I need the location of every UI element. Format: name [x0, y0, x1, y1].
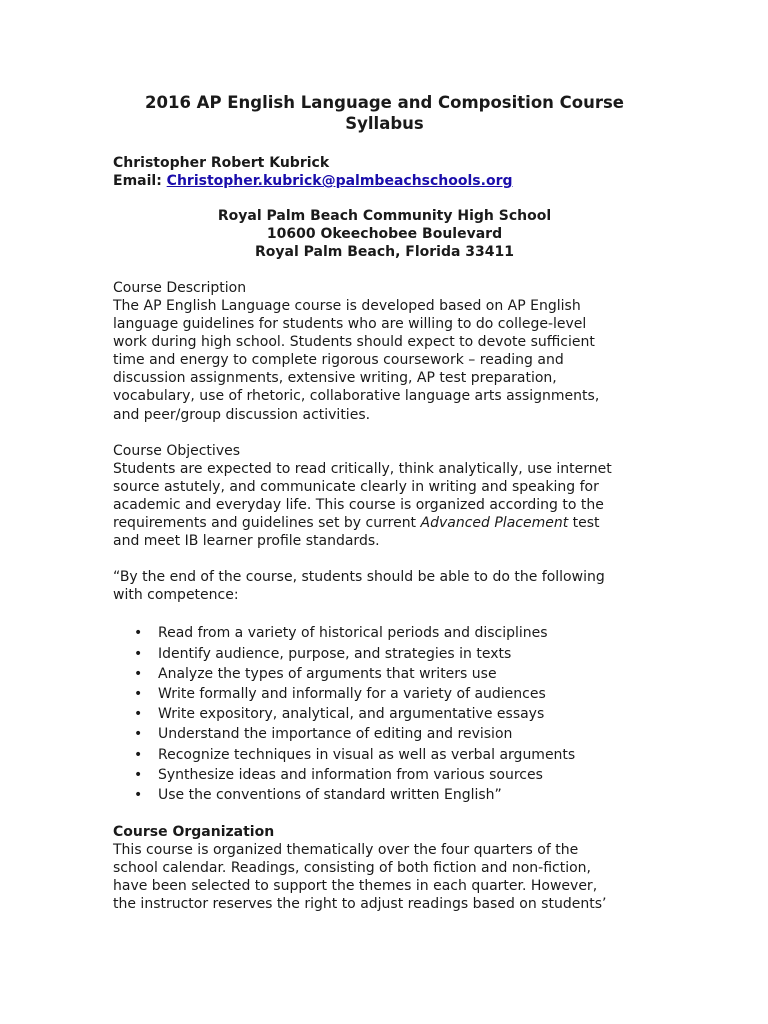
text-line: and meet IB learner profile standards. [113, 533, 380, 550]
text-line: “By the end of the course, students should be able to do the following [113, 569, 605, 586]
text-line [113, 514, 656, 532]
school-address [113, 207, 656, 261]
school-street: 10600 Okeechobee Boulevard [266, 226, 503, 242]
text-line: Students are expected to read critically, think analytically, use internet [113, 460, 612, 477]
course-objectives-heading: Course Objectives [113, 442, 241, 459]
course-description-body [113, 297, 656, 424]
list-item: • Analyze the types of arguments that writers use [158, 664, 656, 684]
outcomes-list [113, 623, 656, 805]
email-line [113, 172, 656, 190]
page-title: 2016 AP English Language and Composition Course Syllabus [145, 93, 624, 133]
school-city: Royal Palm Beach, Florida 33411 [254, 244, 515, 260]
email-label: Email: [113, 173, 162, 189]
instructor-name: Christopher Robert Kubrick [113, 155, 330, 171]
text-line: The AP English Language course is developed based on AP English [113, 298, 581, 314]
course-organization-heading: Course Organization [113, 824, 275, 841]
text-line: academic and everyday life. This course is organized according to the [113, 496, 604, 513]
text-line: source astutely, and communicate clearly in writing and speaking for [113, 478, 599, 495]
list-item: • Synthesize ideas and information from various sources [158, 765, 656, 785]
list-item: • Read from a variety of historical periods and disciplines [158, 623, 656, 643]
school-name: Royal Palm Beach Community High School [217, 208, 552, 224]
text-line: language guidelines for students who are willing to do college-level [113, 316, 587, 333]
list-item: • Use the conventions of standard written English” [158, 785, 656, 805]
list-item: • Understand the importance of editing and revision [158, 724, 656, 744]
instructor-block [113, 154, 656, 190]
outcomes-intro [113, 568, 656, 604]
text-fragment: requirements and guidelines set by current [113, 514, 421, 531]
course-organization-body [113, 841, 656, 913]
text-line: and peer/group discussion activities. [113, 406, 371, 423]
list-item: • Recognize techniques in visual as well as verbal arguments [158, 745, 656, 765]
text-line: the instructor reserves the right to adjust readings based on students’ [113, 896, 607, 913]
text-line: have been selected to support the themes in each quarter. However, [113, 878, 598, 895]
text-line: vocabulary, use of rhetoric, collaborative language arts assignments, [113, 388, 600, 405]
text-line: school calendar. Readings, consisting of both fiction and non-fiction, [113, 860, 591, 877]
text-line: work during high school. Students should expect to devote sufficient [113, 334, 595, 351]
text-line: time and energy to complete rigorous coursework – reading and [113, 352, 564, 369]
course-description-heading: Course Description [113, 280, 247, 296]
text-line: This course is organized thematically over the four quarters of the [113, 842, 579, 859]
italic-term: Advanced Placement [420, 514, 569, 531]
text-fragment: test [568, 514, 600, 531]
text-line: discussion assignments, extensive writing, AP test preparation, [113, 370, 557, 387]
text-line: with competence: [113, 587, 239, 604]
course-objectives-body [113, 460, 656, 550]
list-item: • Identify audience, purpose, and strategies in texts [158, 644, 656, 664]
list-item: • Write expository, analytical, and argumentative essays [158, 704, 656, 724]
list-item: • Write formally and informally for a variety of audiences [158, 684, 656, 704]
email-link[interactable]: Christopher.kubrick@palmbeachschools.org [166, 173, 513, 189]
